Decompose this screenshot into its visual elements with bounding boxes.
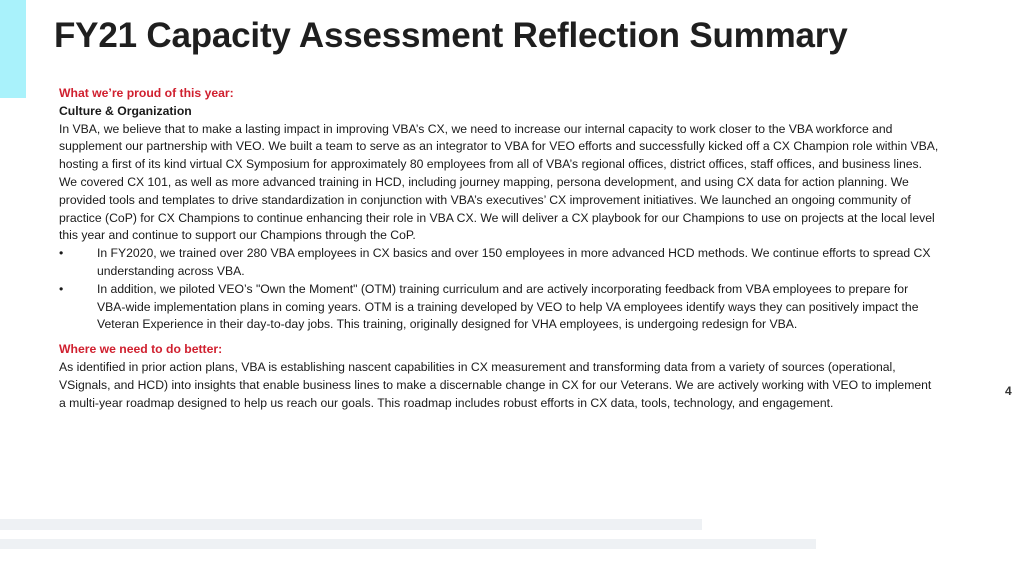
culture-subheading: Culture & Organization: [59, 103, 192, 118]
bullet-mark: •: [59, 246, 64, 261]
culture-paragraph: In VBA, we believe that to make a lasting impact in improving VBA’s CX, we need to increase our internal capacity to work closer to the VBA workforce and supplement our partnership with VEO. We built a team to serve as an integrator to VBA for VEO efforts and successfully kicked off a CX Champion role within VBA, hosting a first of its kind virtual CX Symposium for approximately 80 employees from all of VBA’s regional offices, district offices, staff offices, and business lines. We covered CX 101, as well as more advanced training in HCD, including journey mapping, persona development, and using CX data for action planning. We provided tools and templates to drive standardization in conjunction with VBA’s executives’ CX improvement initiatives. We launched an ongoing community of practice (CoP) for CX Champions to continue enhancing their role in VBA CX. We will deliver a CX playbook for our Champions to use on projects at the local level this year and continue to support our Champions through the CoP.: [59, 121, 939, 243]
footer-bar: [0, 539, 816, 549]
section-gap: [59, 334, 939, 341]
better-heading: Where we need to do better:: [59, 342, 223, 357]
slide-content: [59, 85, 939, 412]
page-number: 4: [1005, 384, 1012, 398]
slide-title: FY21 Capacity Assessment Reflection Summary: [54, 16, 848, 55]
bullet-item: [59, 281, 939, 334]
proud-bullet-list: [59, 245, 939, 334]
accent-bar: [0, 0, 26, 98]
proud-heading: What we’re proud of this year:: [59, 86, 234, 100]
better-paragraph: As identified in prior action plans, VBA is establishing nascent capabilities in CX measurement and transforming data from a variety of sources (operational, VSignals, and HCD) into insights that enable business lines to make a discernable change in CX for our Veterans. We are actively working with VEO to implement a multi-year roadmap designed to help us reach our goals. This roadmap includes robust efforts in CX data, tools, technology, and engagement.: [59, 359, 932, 410]
bullet-text: In addition, we piloted VEO’s "Own the Moment" (OTM) training curriculum and are actively incorporating feedback from VBA employees to prepare for VBA-wide implementation plans in coming years. OTM is a training developed by VEO to help VA employees identify ways they can positively impact the Veteran Experience in their day-to-day jobs. This training, originally designed for VHA employees, is undergoing redesign for VBA.: [97, 281, 919, 332]
bullet-item: [59, 245, 939, 281]
footer-bar: [0, 519, 702, 530]
bullet-mark: •: [59, 281, 64, 296]
bullet-text: In FY2020, we trained over 280 VBA employees in CX basics and over 150 employees in more advanced HCD methods. We continue efforts to spread CX understanding across VBA.: [97, 246, 931, 278]
